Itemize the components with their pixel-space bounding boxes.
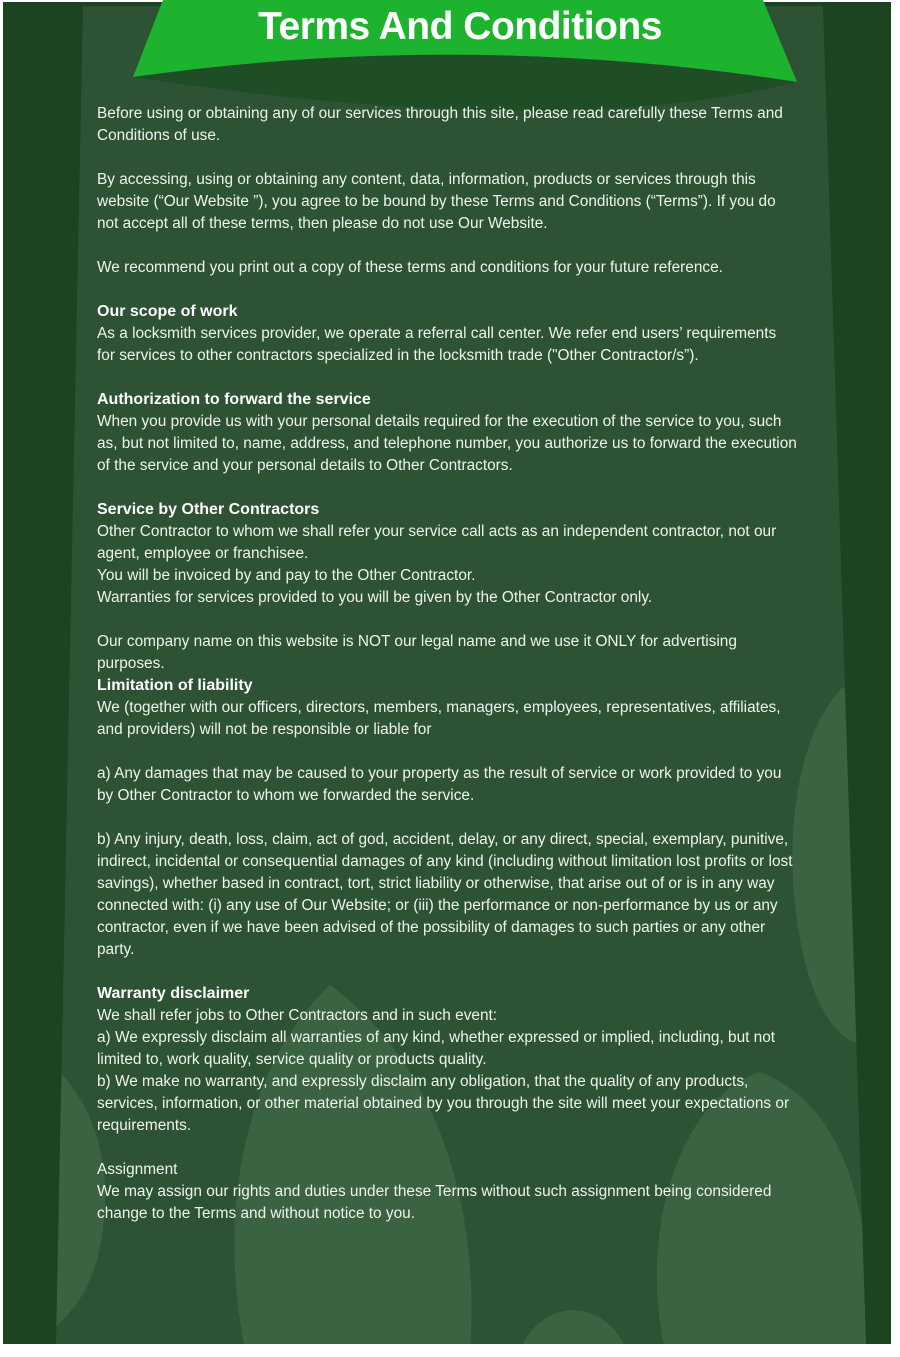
paragraph: b) We make no warranty, and expressly disclaim any obligation, that the quality of any products, services, information, or other material obtained by you through the site will meet your expectations or requirements.	[97, 1073, 790, 1134]
terms-section	[97, 499, 797, 609]
section-heading: Our scope of work	[97, 303, 238, 320]
paragraph: b) Any injury, death, loss, claim, act of god, accident, delay, or any direct, special, exemplary, punitive, indirect, incidental or consequential damages of any kind (including without limitation lost profits or lost savings), whether based in contract, tort, strict liability or otherwise, that arise out of or is in any way connected with: (i) any use of Our Website; or (iii) the performance or non-performance by us or any contractor, even if we have been advised of the possibility of damages to such parties or any other party.	[97, 831, 793, 958]
terms-section	[97, 763, 797, 807]
page-title: Terms And Conditions	[258, 5, 662, 48]
paragraph: Other Contractor to whom we shall refer your service call acts as an independent contractor, not our agent, employee or franchisee.	[97, 523, 777, 562]
section-heading: Assignment	[97, 1161, 178, 1178]
paragraph: We (together with our officers, directors, members, managers, employees, representatives, affiliates, and providers) will not be responsible or liable for	[97, 699, 781, 738]
terms-section	[97, 1159, 797, 1225]
terms-section	[97, 829, 797, 961]
section-heading: Service by Other Contractors	[97, 501, 320, 518]
terms-section	[97, 103, 797, 147]
paragraph: By accessing, using or obtaining any content, data, information, products or services through this website (“Our Website ”), you agree to be bound by these Terms and Conditions (“Terms”). If you do not accept all of these terms, then please do not use Our Website.	[97, 171, 776, 232]
terms-section	[97, 257, 797, 279]
section-heading: Limitation of liability	[97, 677, 253, 694]
terms-section	[97, 983, 797, 1137]
section-heading: Warranty disclaimer	[97, 985, 250, 1002]
paragraph: We recommend you print out a copy of these terms and conditions for your future reference.	[97, 259, 723, 276]
paragraph: Before using or obtaining any of our services through this site, please read carefully these Terms and Conditions of use.	[97, 105, 783, 144]
paragraph: You will be invoiced by and pay to the Other Contractor.	[97, 567, 476, 584]
paragraph: Our company name on this website is NOT our legal name and we use it ONLY for advertising purposes.	[97, 633, 737, 672]
terms-section	[97, 675, 797, 741]
paragraph: a) Any damages that may be caused to your property as the result of service or work provided to you by Other Contractor to whom we forwarded the service.	[97, 765, 782, 804]
section-heading: Authorization to forward the service	[97, 391, 371, 408]
paragraph: We may assign our rights and duties under these Terms without such assignment being considered change to the Terms and without notice to you.	[97, 1183, 772, 1222]
terms-section	[97, 301, 797, 367]
paragraph: Warranties for services provided to you will be given by the Other Contractor only.	[97, 589, 653, 606]
paragraph: When you provide us with your personal details required for the execution of the service to you, such as, but not limited to, name, address, and telephone number, you authorize us to forward the execution of the service and your personal details to Other Contractors.	[97, 413, 797, 474]
paragraph: a) We expressly disclaim all warranties of any kind, whether expressed or implied, including, but not limited to, work quality, service quality or products quality.	[97, 1029, 776, 1068]
terms-section	[97, 389, 797, 477]
terms-section	[97, 631, 797, 675]
paragraph: We shall refer jobs to Other Contractors and in such event:	[97, 1007, 498, 1024]
paragraph: As a locksmith services provider, we operate a referral call center. We refer end users’ requirements for services to other contractors specialized in the locksmith trade ("Other Contractor/s”).	[97, 325, 777, 364]
terms-section	[97, 169, 797, 235]
terms-content	[97, 103, 797, 1225]
